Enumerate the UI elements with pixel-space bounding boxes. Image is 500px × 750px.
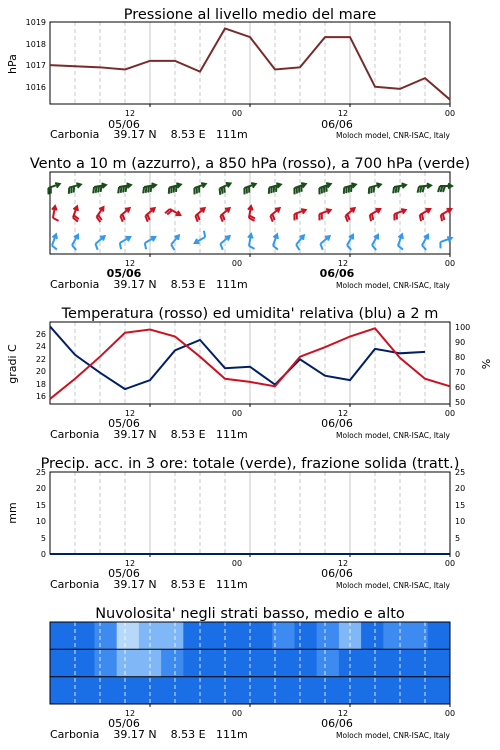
precip-y-ticks [36, 468, 46, 559]
cloud-cell [228, 677, 251, 705]
cloud-cell [183, 649, 206, 677]
cloud-cell [161, 649, 184, 677]
date-label: 06/06 [321, 417, 353, 430]
precip-y2tick: 20 [455, 484, 466, 493]
cloud-cell [183, 677, 206, 705]
cloud-cell [250, 649, 273, 677]
cloud-cell [428, 649, 451, 677]
wind-barb [369, 183, 381, 194]
x-tick-label: 00 [231, 109, 243, 118]
cloud-cell [250, 622, 273, 650]
cloud-cell [383, 649, 406, 677]
cloud-cell [294, 622, 317, 650]
cloud-cell [361, 649, 384, 677]
cloud-cell [94, 649, 117, 677]
wind-barb [319, 183, 330, 194]
pressure-title: Pressione al livello medio del mare [123, 7, 377, 23]
wind-barb [418, 183, 431, 192]
cloud-cell [361, 622, 384, 650]
station-info: Carbonia 39.17 N 8.53 E 111m [50, 578, 248, 591]
humidity-ytick: 80 [455, 353, 466, 362]
cloud-cell [272, 622, 295, 650]
cloud-cell [317, 677, 340, 705]
precip-ytick: 15 [35, 501, 46, 510]
precip-title: Precip. acc. in 3 ore: totale (verde), frazione solida (tratt.) [40, 456, 460, 472]
wind-barb [248, 206, 255, 221]
wind-barb [269, 183, 281, 194]
precip-ytick: 20 [35, 484, 46, 493]
precip-ytick: 0 [40, 550, 46, 559]
pressure-ytick: 1019 [25, 18, 46, 27]
humidity-ytick: 90 [455, 338, 466, 347]
date-label: 06/06 [321, 118, 353, 131]
wind-barb [294, 183, 305, 194]
wind-barb [169, 183, 181, 194]
model-credit: Moloch model, CNR-ISAC, Italy [336, 431, 450, 440]
wind-barb [52, 234, 57, 249]
x-tick-label: 12 [124, 709, 136, 718]
cloud-cell [294, 677, 317, 705]
temperature-ytick: 22 [35, 355, 46, 364]
wind-barb [69, 183, 81, 194]
pressure-ylabel: hPa [6, 54, 19, 74]
cloud-cell [94, 677, 117, 705]
temperature-x-axis [50, 409, 455, 441]
temperature-title: Temperatura (rosso) ed umidita' relativa (blu) a 2 m [61, 306, 439, 322]
x-tick-label: 00 [444, 109, 456, 118]
wind-title: Vento a 10 m (azzurro), a 850 hPa (rosso), a 700 hPa (verde) [29, 156, 471, 172]
x-tick-label: 00 [444, 709, 456, 718]
pressure-grid [75, 22, 450, 107]
cloud-cell [72, 622, 95, 650]
cloud-cell [228, 649, 251, 677]
pressure-x-axis [50, 109, 455, 141]
wind-barb [398, 234, 403, 249]
pressure-ytick: 1018 [25, 40, 46, 49]
cloud-cell [50, 622, 73, 650]
cloud-cell [272, 677, 295, 705]
temperature-grid [75, 322, 450, 407]
cloud-cell [117, 677, 140, 705]
date-label: 06/06 [319, 267, 355, 280]
temperature-ytick: 20 [35, 367, 46, 376]
wind-barb [118, 183, 131, 193]
cloud-cell [272, 649, 295, 677]
temperature-ytick: 18 [35, 380, 46, 389]
station-info: Carbonia 39.17 N 8.53 E 111m [50, 278, 248, 291]
x-tick-label: 00 [444, 259, 456, 268]
x-tick-label: 12 [124, 409, 136, 418]
cloud-cell [161, 622, 184, 650]
cloud-cell [50, 677, 73, 705]
wind-barb [248, 234, 255, 249]
pressure-y-ticks [26, 18, 46, 92]
date-label: 05/06 [108, 118, 140, 131]
wind-barb [393, 183, 406, 193]
x-tick-label: 00 [231, 409, 243, 418]
x-tick-label: 00 [444, 409, 456, 418]
pressure-panel [6, 7, 455, 141]
humidity-ytick: 50 [455, 398, 466, 407]
wind-panel [30, 156, 470, 291]
precip-y2tick: 0 [455, 550, 461, 559]
precip-x-axis [50, 559, 455, 591]
date-label: 05/06 [108, 717, 140, 730]
cloud-cell [183, 622, 206, 650]
precip-y2tick: 15 [455, 501, 466, 510]
cloud-cell [428, 622, 451, 650]
precip-ytick: 25 [35, 468, 46, 477]
clouds-panel [50, 606, 455, 741]
temperature-ytick: 26 [35, 330, 46, 339]
humidity-ytick: 70 [455, 368, 466, 377]
wind-barb [165, 209, 180, 215]
x-tick-label: 12 [337, 709, 349, 718]
cloud-cell [250, 677, 273, 705]
temperature-ytick: 24 [35, 342, 46, 351]
cloud-cell [117, 649, 140, 677]
x-tick-label: 12 [337, 259, 349, 268]
humidity-y-ticks [455, 323, 470, 407]
precip-y2tick: 5 [455, 534, 461, 543]
precip-y2tick: 25 [455, 468, 466, 477]
cloud-cell [161, 677, 184, 705]
wind-barb [93, 183, 106, 193]
cloud-cell [317, 622, 340, 650]
x-tick-label: 12 [124, 259, 136, 268]
cloud-cell [228, 622, 251, 650]
date-label: 05/06 [108, 417, 140, 430]
cloud-cell [117, 622, 140, 650]
precip-ytick: 5 [40, 534, 46, 543]
date-label: 05/06 [106, 267, 142, 280]
cloud-cell [428, 677, 451, 705]
temperature-panel [6, 306, 493, 441]
clouds-x-axis [50, 709, 455, 741]
x-tick-label: 12 [124, 109, 136, 118]
cloud-cell [72, 649, 95, 677]
x-tick-label: 00 [231, 559, 243, 568]
cloud-cell [361, 677, 384, 705]
temperature-ytick: 16 [35, 392, 46, 401]
precip-panel [6, 456, 465, 591]
cloud-cell [50, 649, 73, 677]
wind-barb [73, 206, 79, 221]
pressure-ytick: 1017 [25, 61, 46, 70]
precip-y2tick: 10 [455, 517, 466, 526]
cloud-cell [294, 649, 317, 677]
model-credit: Moloch model, CNR-ISAC, Italy [336, 731, 450, 740]
cloud-cell [94, 622, 117, 650]
model-credit: Moloch model, CNR-ISAC, Italy [336, 131, 450, 140]
x-tick-label: 12 [337, 109, 349, 118]
cloud-cell [383, 677, 406, 705]
cloud-cell [72, 677, 95, 705]
cloud-cell [383, 622, 406, 650]
wind-barb [194, 183, 205, 194]
date-label: 05/06 [108, 567, 140, 580]
precip-grid [75, 472, 450, 557]
pressure-ytick: 1016 [25, 83, 46, 92]
precip-ytick: 10 [35, 517, 46, 526]
wind-barb [273, 234, 278, 249]
wind-x-axis [50, 259, 455, 291]
model-credit: Moloch model, CNR-ISAC, Italy [336, 281, 450, 290]
x-tick-label: 12 [337, 559, 349, 568]
temperature-y-ticks [36, 330, 46, 401]
date-label: 06/06 [321, 567, 353, 580]
x-tick-label: 12 [124, 559, 136, 568]
station-info: Carbonia 39.17 N 8.53 E 111m [50, 428, 248, 441]
x-tick-label: 00 [231, 259, 243, 268]
x-tick-label: 00 [444, 559, 456, 568]
x-tick-label: 00 [231, 709, 243, 718]
date-label: 06/06 [321, 717, 353, 730]
precip-ylabel: mm [6, 502, 19, 524]
precip-y2-ticks [455, 468, 465, 559]
cloud-cell [317, 649, 340, 677]
wind-barb [52, 206, 59, 221]
humidity-ylabel: % [480, 358, 493, 370]
model-credit: Moloch model, CNR-ISAC, Italy [336, 581, 450, 590]
clouds-title: Nuvolosita' negli strati basso, medio e alto [95, 606, 405, 622]
humidity-ytick: 60 [455, 383, 466, 392]
x-tick-label: 12 [337, 409, 349, 418]
station-info: Carbonia 39.17 N 8.53 E 111m [50, 728, 248, 741]
humidity-ytick: 100 [455, 323, 471, 332]
station-info: Carbonia 39.17 N 8.53 E 111m [50, 128, 248, 141]
temperature-ylabel: gradi C [6, 344, 19, 384]
